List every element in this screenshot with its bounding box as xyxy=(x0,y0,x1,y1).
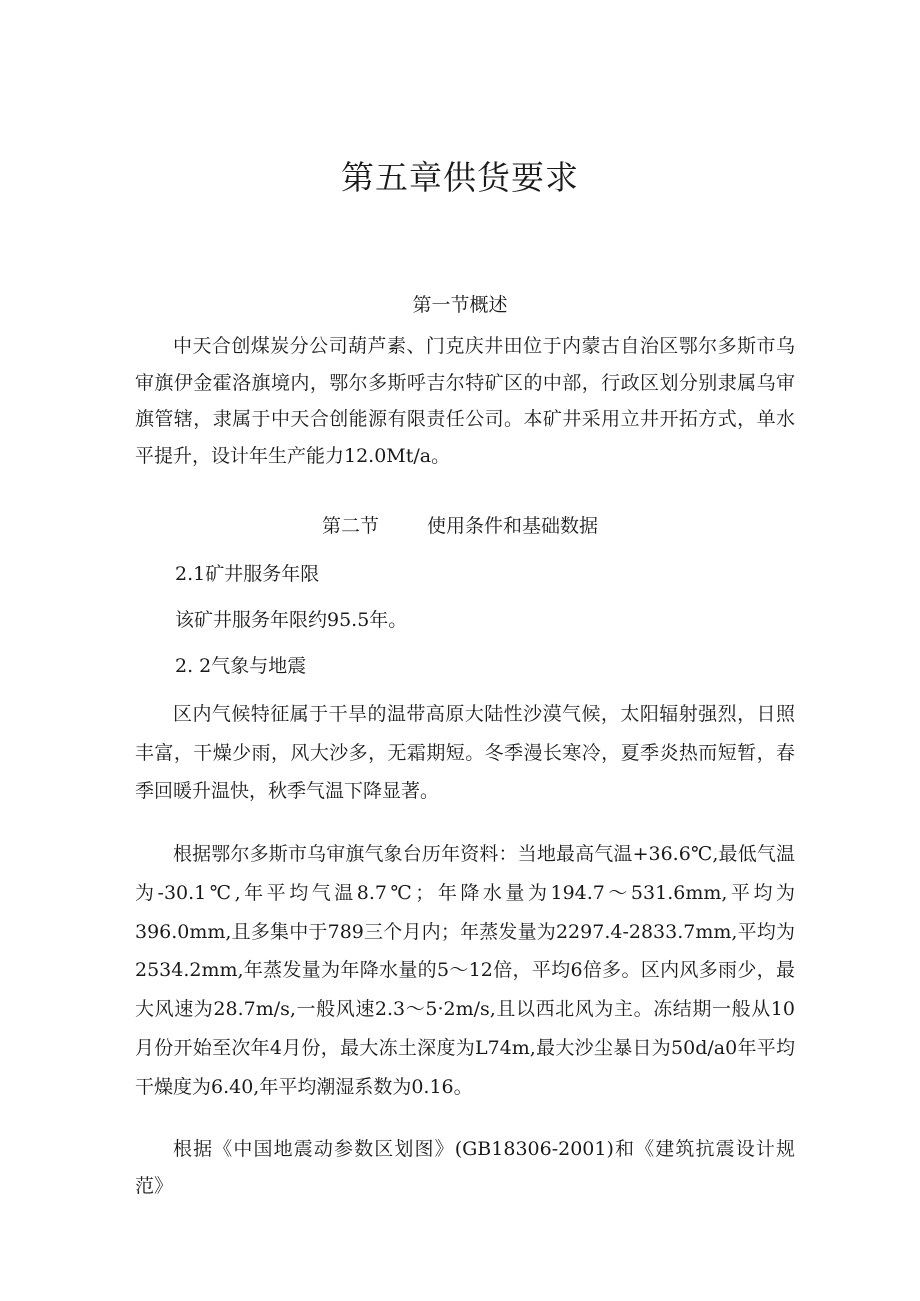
section-2-title xyxy=(0,511,920,538)
subsection-2-2-heading: 2. 2气象与地震 xyxy=(175,655,307,677)
subsection-2-1-heading: 2.1矿井服务年限 xyxy=(175,563,320,585)
weather-data-paragraph: 根据鄂尔多斯市乌审旗气象台历年资料：当地最高气温+36.6℃,最低气温为-30.1℃,年平均气温8.7℃；年降水量为194.7～531.6mm,平均为396.0mm,且多集中于789三个月内；年蒸发量为2297.4-2833.7mm,平均为2534.2mm,年蒸发量为年降水量的5～12倍，平均6倍多。区内风多雨少，最大风速为28.7m/s,一般风速2.3～5·2m/s,且以西北风为主。冻结期一般从10月份开始至次年4月份，最大冻土深度为L74m,最大沙尘暴日为50d/a0年平均干燥度为6.40,年平均潮湿系数为0.16。 xyxy=(135,843,795,1098)
chapter-title: 第五章供货要求 xyxy=(341,158,579,197)
climate-paragraph: 区内气候特征属于干旱的温带高原大陆性沙漠气候，太阳辐射强烈，日照丰富，干燥少雨，风大沙多，无霜期短。冬季漫长寒冷，夏季炎热而短暂，春季回暖升温快，秋季气温下降显著。 xyxy=(135,703,795,803)
subsection-2-1-text: 该矿井服务年限约95.5年。 xyxy=(175,609,408,631)
section-2-number: 第二节 xyxy=(321,515,379,537)
overview-paragraph: 中天合创煤炭分公司葫芦素、门克庆井田位于内蒙古自治区鄂尔多斯市乌审旗伊金霍洛旗境内，鄂尔多斯呼吉尔特矿区的中部，行政区划分别隶属乌审旗管辖，隶属于中天合创能源有限责任公司。本矿井采用立井开拓方式，单水平提升，设计年生产能力12.0Mt/a。 xyxy=(135,335,795,467)
seismic-paragraph: 根据《中国地震动参数区划图》(GB18306-2001)和《建筑抗震设计规范》 xyxy=(135,1138,795,1197)
section-1-title: 第一节概述 xyxy=(412,294,508,316)
section-2-name: 使用条件和基础数据 xyxy=(427,515,599,537)
